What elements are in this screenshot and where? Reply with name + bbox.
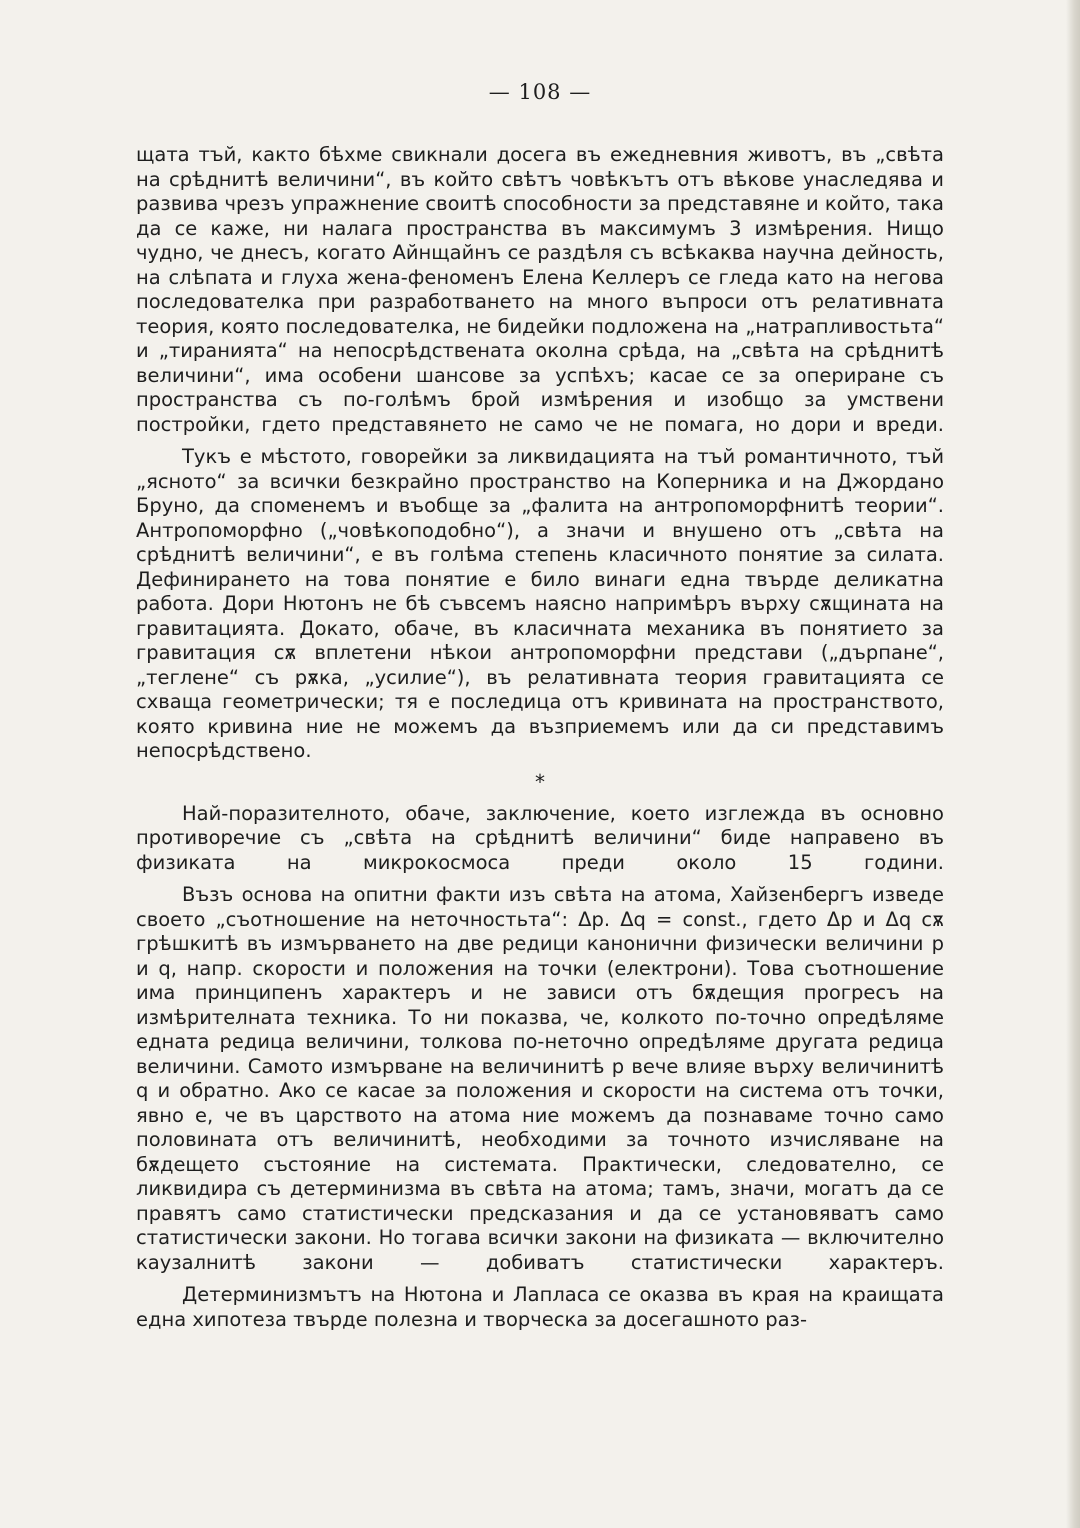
page-edge-shadow bbox=[1066, 0, 1080, 1528]
paragraph-determinism: Детерминизмътъ на Нютона и Лапласа се оказва въ края на краищата една хипотеза твърде полезна и творческа за досегашното раз- bbox=[136, 1283, 944, 1331]
paragraph-anthropomorphic-theories: Тукъ е мѣстото, говорейки за ликвидацията на тъй романтичното, тъй „ясното“ за всички безкрайно пространство на Коперника и на Джордано Бруно, да споменемъ и въобще за „фалита на антропоморфнитѣ теории“. Антропоморфно („човѣкоподобно“), а значи и внушено отъ „свѣта на срѣднитѣ величини“, е въ голѣма степень класичното понятие за силата. Дефинирането на това понятие е било винаги една твърде деликатна работа. Дори Нютонъ не бѣ съвсемъ наясно напримѣръ върху сѫщината на гравитацията. Докато, обаче, въ класичната механика въ понятието за гравитация сѫ вплетени нѣкои антропоморфни представи („дърпане“, „теглене“ съ рѫка, „усилие“), въ релативната теория гравитацията се схваща геометрически; тя е последица отъ кривината на пространството, която кривина ние не можемъ да възприемемъ или да си представимъ непосрѣдствено. bbox=[136, 445, 944, 762]
section-separator: * bbox=[535, 769, 545, 794]
body-text bbox=[136, 143, 944, 1340]
paragraph-heisenberg: Възъ основа на опитни факти изъ свѣта на атома, Хайзенбергъ изведе своето „съотношение на неточностьта“: Δp. Δq = const., гдето Δp и Δq сѫ грѣшкитѣ въ измърването на две редици канонични физически величини p и q, напр. скорости и положения на точки (електрони). Това съотношение има принципенъ характеръ и не зависи отъ бѫдещия прогресъ на измѣрителната техника. То ни показва, че, колкото по-точно опредѣляме едната редица величини, толкова по-неточно опредѣляме другата редица величини. Самото измърване на величинитѣ p вече влияе върху величинитѣ q и обратно. Ако се касае за положения и скорости на система отъ точки, явно е, че въ царството на атома ние можемъ да познаваме точно само половината отъ величинитѣ, необходими за точното изчисляване на бѫдещето състояние на системата. Практически, следователно, се ликвидира съ детерминизма въ свѣта на атома; тамъ, значи, могатъ да се правятъ само статистически предсказания и да се установяватъ само статистически закони. Но тогава всички закони на физиката — включително каузалнитѣ закони — добиватъ статистически характеръ. bbox=[136, 883, 944, 1274]
paragraph-microcosm: Най-поразителното, обаче, заключение, което изглежда въ основно противоречие съ „свѣта на срѣднитѣ величини“ биде направено въ физиката на микрокосмоса преди около 15 години. bbox=[136, 801, 944, 874]
page-number: — 108 — bbox=[488, 80, 592, 104]
paragraph-continuation: щата тъй, както бѣхме свикнали досега въ ежедневния животъ, въ „свѣта на срѣднитѣ величини“, въ който свѣтъ човѣкътъ отъ вѣкове унаследява и развива чрезъ упражнение своитѣ способности за представяне и който, така да се каже, ни налага пространства въ максимумъ 3 измѣрения. Нищо чудно, че днесъ, когато Айнщайнъ се раздѣля съ всѣкаква научна дейность, на слѣпата и глуха жена-феноменъ Елена Келлеръ се гледа като на негова последователка при разработването на много въпроси отъ релативната теория, която последователка, не бидейки подложена на „натрапливостьта“ и „тиранията“ на непосрѣдствената околна срѣда, на „свѣта на срѣднитѣ величини“, има особени шансове за успѣхъ; касае се за опериране съ пространства съ по-голѣмъ брой измѣрения и изобщо за умствени постройки, гдето представянето не само че не помага, но дори и вреди. bbox=[136, 143, 944, 436]
